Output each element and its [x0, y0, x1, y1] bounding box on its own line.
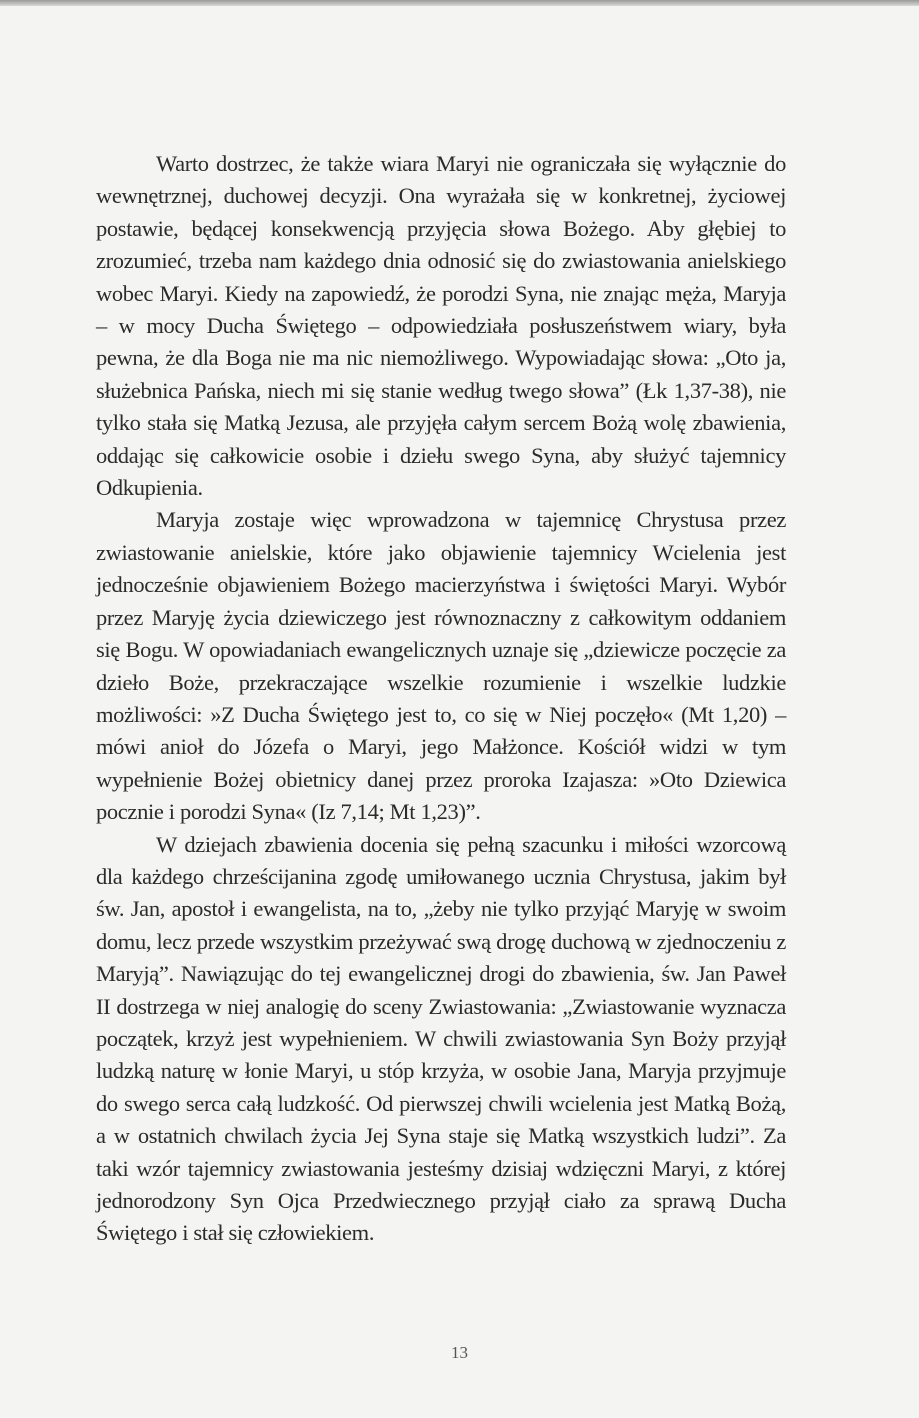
paragraph-1: Warto dostrzec, że także wiara Maryi nie ograniczała się wyłącznie do wewnętrznej, duchowej decyzji. Ona wyrażała się w konkretnej, życiowej postawie, będącej konsekwencją przyjęcia słowa Bożego. Aby głębiej to zrozumieć, trzeba nam każdego dnia odnosić się do zwiastowania anielskiego wobec Maryi. Kiedy na zapowiedź, że porodzi Syna, nie znając męża, Maryja – w mocy Ducha Świętego – odpowiedziała posłuszeństwem wiary, była pewna, że dla Boga nie ma nic niemożliwego. Wypowiadając słowa: „Oto ja, służebnica Pańska, niech mi się stanie według twego słowa” (Łk 1,37-38), nie tylko stała się Matką Jezusa, ale przyjęła całym sercem Bożą wolę zbawienia, oddając się całkowicie osobie i dziełu swego Syna, aby służyć tajemnicy Odkupienia. — [96, 151, 786, 501]
paragraph-2: Maryja zostaje więc wprowadzona w tajemnicę Chrystusa przez zwiastowanie anielskie, które jako objawienie tajemnicy Wcielenia jest jednocześnie objawieniem Bożego macierzyństwa i świętości Maryi. Wybór przez Maryję życia dziewiczego jest równoznaczny z całkowitym oddaniem się Bogu. W opowiadaniach ewangelicznych uznaje się „dziewicze poczęcie za dzieło Boże, przekraczające wszelkie rozumienie i wszelkie ludzkie możliwości: »Z Ducha Świętego jest to, co się w Niej poczęło« (Mt 1,20) – mówi anioł do Józefa o Maryi, jego Małżonce. Kościół widzi w tym wypełnienie Bożej obietnicy danej przez proroka Izajasza: »Oto Dziewica pocznie i porodzi Syna« (Iz 7,14; Mt 1,23)”. — [96, 507, 786, 825]
page-number: 13 — [451, 1343, 468, 1362]
page-body — [96, 148, 786, 1250]
top-edge-rule — [0, 0, 919, 6]
paragraph-3: W dziejach zbawienia docenia się pełną szacunku i miłości wzorcową dla każdego chrześcijanina zgodę umiłowanego ucznia Chrystusa, jakim był św. Jan, apostoł i ewangelista, na to, „żeby nie tylko przyjąć Maryję w swoim domu, lecz przede wszystkim przeżywać swą drogę duchową w zjednoczeniu z Maryją”. Nawiązując do tej ewangelicznej drogi do zbawienia, św. Jan Paweł II dostrzega w niej analogię do sceny Zwiastowania: „Zwiastowanie wyznacza początek, krzyż jest wypełnieniem. W chwili zwiastowania Syn Boży przyjął ludzką naturę w łonie Maryi, u stóp krzyża, w osobie Jana, Maryja przyjmuje do swego serca całą ludzkość. Od pierwszej chwili wcielenia jest Matką Bożą, a w ostatnich chwilach życia Jej Syna staje się Matką wszystkich ludzi”. Za taki wzór tajemnicy zwiastowania jesteśmy dzisiaj wdzięczni Maryi, z której jednorodzony Syn Ojca Przedwiecznego przyjął ciało za sprawą Ducha Świętego i stał się człowiekiem. — [96, 831, 786, 1246]
